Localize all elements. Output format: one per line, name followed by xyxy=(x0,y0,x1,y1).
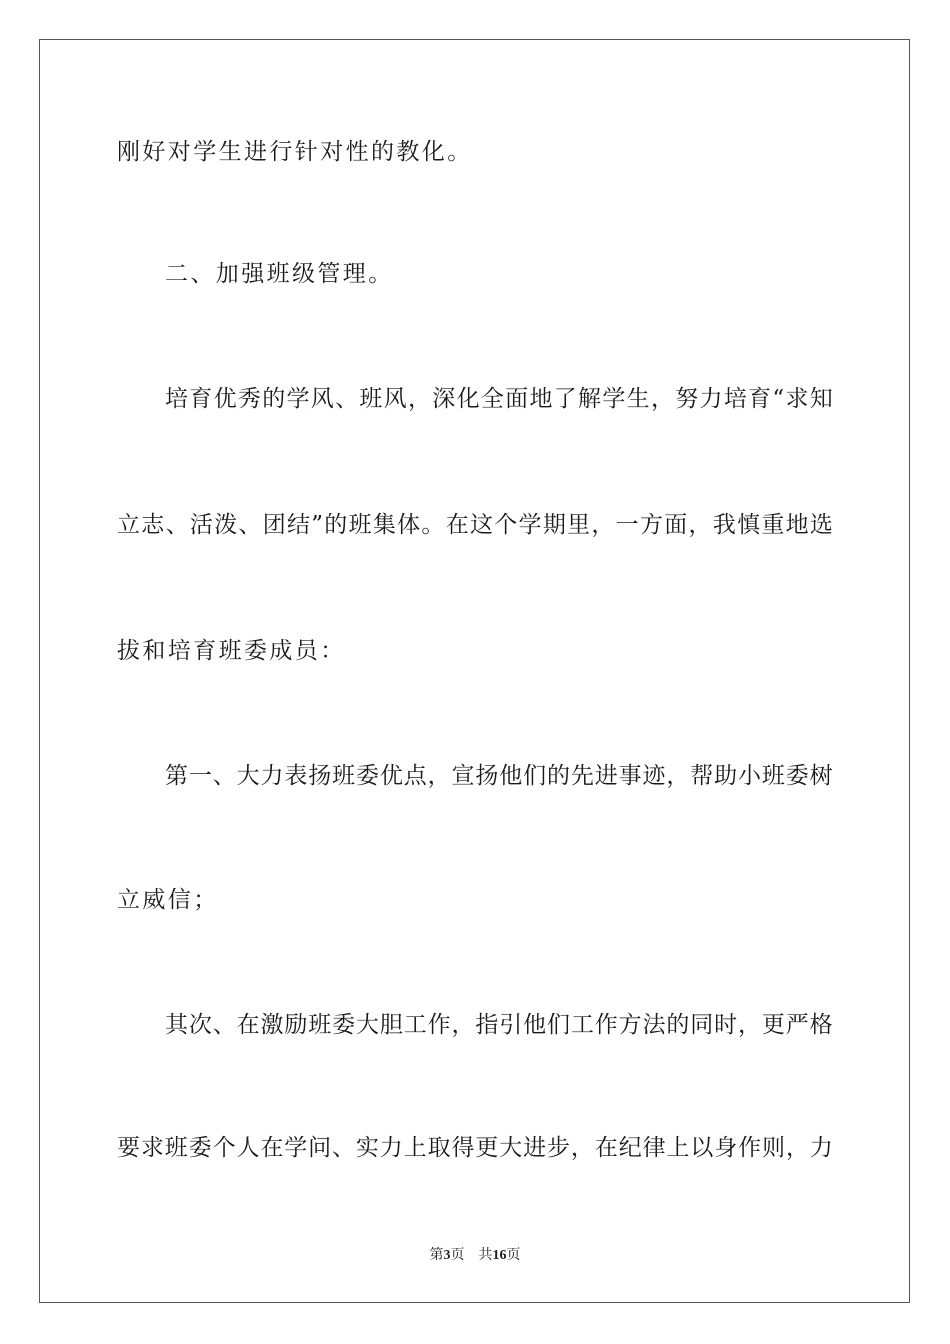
text-line-4: 立 志 、 活 泼 、 团 结 ” 的 班 集 体 。 在 这 个 学 期 里 ， 一 方 面 ， 我 慎 重 地 选 xyxy=(117,512,833,538)
page-number: 3 xyxy=(443,1248,451,1263)
page-border xyxy=(39,39,910,1303)
section-heading: 二、加强班级管理。 xyxy=(165,261,394,287)
text-line-8: 其 次 、 在 激 励 班 委 大 胆 工 作 ， 指 引 他 们 工 作 方 法 的 同 时 ， 更 严 格 xyxy=(165,1012,833,1038)
text-line-5: 拔和培育班委成员： xyxy=(117,638,346,664)
page-suffix: 页 xyxy=(450,1248,465,1263)
text-line-7: 立威信； xyxy=(117,887,219,913)
page-prefix: 第 xyxy=(429,1248,444,1263)
text-line-1: 刚好对学生进行针对性的教化。 xyxy=(117,139,473,165)
total-number: 16 xyxy=(492,1248,507,1263)
total-suffix: 页 xyxy=(506,1248,521,1263)
text-line-6: 第 一 、 大 力 表 扬 班 委 优 点 ， 宣 扬 他 们 的 先 进 事 迹 ， 帮 助 小 班 委 树 xyxy=(165,763,833,789)
page-footer xyxy=(0,1247,950,1265)
total-prefix: 共 xyxy=(478,1248,493,1263)
text-line-3: 培 育 优 秀 的 学 风 、 班 风 ， 深 化 全 面 地 了 解 学 生 ， 努 力 培 育 “ 求 知 xyxy=(165,386,833,412)
text-line-9: 要 求 班 委 个 人 在 学 问 、 实 力 上 取 得 更 大 进 步 ， 在 纪 律 上 以 身 作 则 ， 力 xyxy=(117,1135,833,1161)
